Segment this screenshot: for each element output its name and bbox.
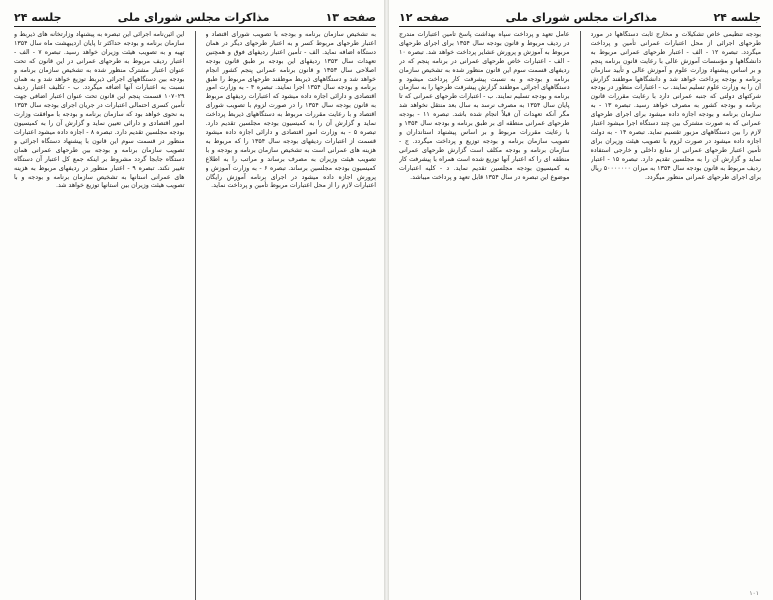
page-stamp: ۱۰۱ bbox=[749, 590, 759, 597]
left-page-column-right-text: به تشخیص سازمان برنامه و بودجه با تصویب شورای اقتصاد و اعتبار طرحهای مربوط کسر و به اعتبار طرحهای دیگر در همان دستگاه اضافه نماید. الف - تأمین اعتبار ردیفهای فوق و همچنین تعهدات سال ۱۳۵۳ ردیفهای این بودجه بر طبق قانون بودجه اصلاحی سال ۱۳۵۳ و قانون برنامه عمرانی پنجم کشور انجام خواهد شد و دستگاههای ذیربط موظفند طرحهای مربوط را طبق برنامه و بودجه سال ۱۳۵۴ اجرا نمایند. تبصره ۴ - به وزارت امور اقتصادی و دارائی اجازه داده میشود که اعتبارات ردیفهای مربوط به قانون بودجه سال ۱۳۵۴ را در صورت لزوم با تصویب شورای اقتصاد و با رعایت مقررات مربوط به دستگاههای ذیربط پرداخت نماید و گزارش آن را به کمیسیون بودجه مجلسین تقدیم دارد. تبصره ۵ - به وزارت امور اقتصادی و دارائی اجازه داده میشود قسمت از اعتبارات ردیفهای بودجه سال ۱۳۵۴ را که مربوط به هزینه های عمرانی است به تشخیص سازمان برنامه و بودجه و با تصویب هیئت وزیران به مصرف برساند و مراتب را به اطلاع کمیسیون بودجه مجلسین برساند. تبصره ۶ - به وزارت آموزش و پرورش اجازه داده میشود در اجرای برنامه آموزش رایگان اعتبارات لازم را از محل اعتبارات مربوط تأمین و پرداخت نماید. bbox=[205, 31, 376, 190]
left-header-title: مذاکرات مجلس شورای ملی bbox=[117, 10, 270, 24]
left-page bbox=[0, 0, 386, 600]
left-page-column-left-text: این آئین‌نامه اجرائی این تبصره به پیشنهاد وزارتخانه های ذیربط و سازمان برنامه و بودجه حداکثر تا پایان اردیبهشت ماه سال ۱۳۵۴ تهیه و به تصویب هیئت وزیران خواهد رسید. تبصره ۷ - الف - اعتبار ردیف مربوط به طرحهای عمرانی در این قانون که تحت عنوان اعتبار مشترک منظور شده به تشخیص سازمان برنامه و بودجه بین دستگاههای اجرائی ذیربط توزیع خواهد شد و به همان نسبت به اعتبارات آنها اضافه میگردد. ب - تکلیف اعتبار ردیف ۱۰۷۰۲۹ قسمت پنجم این قانون تحت عنوان اعتبار اضافی جهت تأمین کسری احتمالی اعتبارات در جریان اجرای بودجه سال ۱۳۵۴ به نحوی خواهد بود که سازمان برنامه و بودجه با موافقت وزارت امور اقتصادی و دارائی تعیین نماید و گزارش آن را به کمیسیون بودجه مجلسین تقدیم دارد. تبصره ۸ - اجازه داده میشود اعتبارات منظور در قسمت سوم این قانون با پیشنهاد دستگاه اجرائی و تصویب سازمان برنامه و بودجه بین طرحهای عمرانی همان دستگاه جابجا گردد مشروط بر اینکه جمع کل اعتبار آن دستگاه تغییر نکند. تبصره ۹ - اعتبار منظور در ردیفهای مربوط به هزینه های عمرانی استانها به تشخیص سازمان برنامه و بودجه و با تصویب هیئت وزیران بین استانها توزیع خواهد شد. bbox=[14, 31, 185, 190]
right-page-column-right-text: بودجه تنظیمی خاص تشکیلات و مخارج ثابت دستگاهها در مورد طرحهای اجرائی از محل اعتبارات عمرانی تأمین و پرداخت میگردد. تبصره ۱۲ - الف - اعتبار طرحهای عمرانی مربوط به دانشگاهها و مؤسسات آموزش عالی با رعایت قانون برنامه پنجم و بر اساس پیشنهاد وزارت علوم و آموزش عالی و تأیید سازمان برنامه و بودجه پرداخت خواهد شد و دانشگاهها موظفند گزارش آن را به وزارت علوم تسلیم نمایند. ب - اعتبارات منظور در بودجه شرکتهای دولتی که جنبه عمرانی دارد با رعایت مقررات قانون برنامه و بودجه کشور به مصرف خواهد رسید. تبصره ۱۳ - به سازمان برنامه و بودجه اجازه داده میشود برای اجرای طرحهای عمرانی که به صورت مشترک بین چند دستگاه اجرا میشود اعتبار لازم را بین دستگاههای مزبور تقسیم نماید. تبصره ۱۴ - به دولت اجازه داده میشود در صورت لزوم با تصویب هیئت وزیران برای تأمین اعتبار طرحهای عمرانی از منابع داخلی و خارجی استفاده نماید و گزارش آن را به مجلسین تقدیم دارد. تبصره ۱۵ - اعتبار ردیف مربوط به قانون بودجه سال ۱۳۵۴ به میزان ۵۰۰۰۰۰۰۰ ریال برای اجرای طرحهای عمرانی منظور میگردد. bbox=[590, 31, 761, 181]
right-page-column-left-text: عامل تعهد و پرداخت سپاه بهداشت پاسخ تأمین اعتبارات مندرج در ردیف مربوط و قانون بودجه سال ۱۳۵۴ برای اجرای طرحهای مربوط به آموزش و پرورش عشایر پرداخت خواهد شد. تبصره ۱۰ - الف - اعتبارات خاص طرحهای عمرانی در برنامه پنجم که در ردیفهای قسمت سوم این قانون منظور شده به تشخیص سازمان برنامه و بودجه و به نسبت پیشرفت کار پرداخت میشود و دستگاههای اجرائی موظفند گزارش پیشرفت طرحها را به سازمان برنامه و بودجه تسلیم نمایند. ب - اعتبارات طرحهای عمرانی که تا پایان سال ۱۳۵۴ به مصرف نرسد به سال بعد منتقل نخواهد شد مگر آنکه تعهدات آن قبلاً انجام شده باشد. تبصره ۱۱ - بودجه طرحهای عمرانی منطقه ای بر طبق برنامه و بودجه سال ۱۳۵۴ و با رعایت مقررات مربوط و بر اساس پیشنهاد استانداران و تصویب سازمان برنامه و بودجه توزیع و پرداخت میگردد. ج - سازمان برنامه و بودجه مکلف است گزارش طرحهای عمرانی منطقه ای را که اعتبار آنها توزیع شده است همراه با پیشرفت کار به کمیسیون بودجه مجلسین تقدیم نماید. د - کلیه اعتبارات موضوع این تبصره در سال ۱۳۵۴ قابل تعهد و پرداخت میباشد. bbox=[399, 31, 570, 181]
right-header-title: مذاکرات مجلس شورای ملی bbox=[505, 10, 658, 24]
right-page bbox=[389, 0, 773, 600]
left-page-column-divider bbox=[195, 31, 196, 600]
left-page-column-right bbox=[206, 31, 377, 600]
right-header-session: جلسه ۲۴ bbox=[713, 10, 761, 24]
left-header-session: جلسه ۲۴ bbox=[14, 10, 62, 24]
left-header-page-number: صفحه ۱۳ bbox=[325, 10, 376, 24]
right-page-header bbox=[399, 8, 761, 27]
left-page-column-left bbox=[14, 31, 185, 600]
right-page-column-right bbox=[591, 31, 762, 600]
right-page-column-left bbox=[399, 31, 570, 600]
left-page-header bbox=[14, 8, 376, 27]
right-page-columns bbox=[399, 31, 761, 600]
right-header-page-number: صفحه ۱۲ bbox=[399, 10, 450, 24]
left-page-columns bbox=[14, 31, 376, 600]
right-page-column-divider bbox=[580, 31, 581, 600]
